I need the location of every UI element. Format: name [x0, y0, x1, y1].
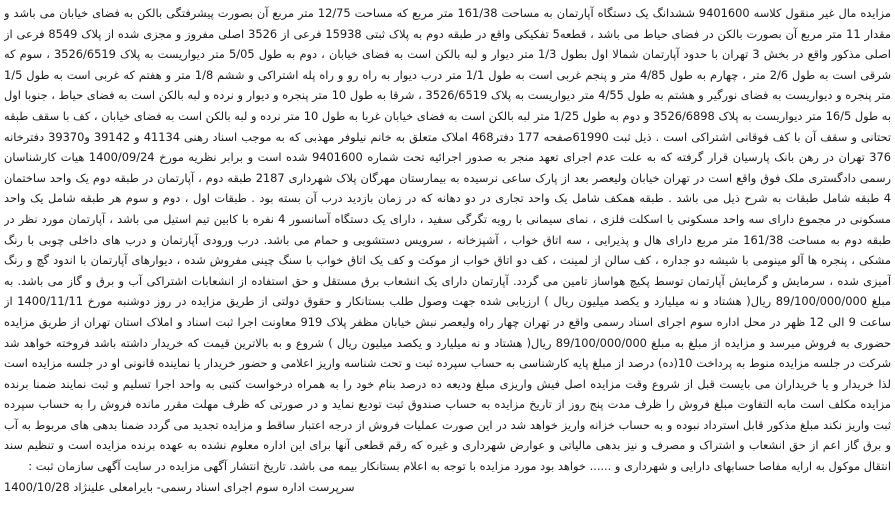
notice-signature: سرپرست اداره سوم اجرای اسناد رسمی- بایرامعلی علینژاد [73, 479, 355, 494]
auction-notice [4, 3, 891, 508]
notice-footer [4, 477, 891, 498]
notice-date: 1400/10/28 [4, 479, 70, 494]
notice-body: مزایده مال غیر منقول کلاسه 9401600 ششدانگ یک دستگاه آپارتمان به مساحت 161/38 متر مربع که مساحت 12/75 متر مربع آن بصورت پیشرفتگی بالکن به فضای خیابان می باشد و مقدار 11 متر مربع آن بصورت بالکن در فضای حیاط می باشد ، قطعه5 تفکیکی واقع در طبقه دوم به پلاک ثبتی 15938 فرعی از 3526 اصلی مفروز و مجزی شده از پلاک 8549 فرعی از اصلی مذکور واقع در بخش 3 تهران با حدود آپارتمان شمالا اول بطول 1/3 متر دیوار و لبه بالکن است به فضای خیابان ، دوم به طول 5/05 متر دیواریست به پلاک 3526/6519 ، سوم که شرقی است به طول 2/6 متر ، چهارم به طول 4/85 متر و پنجم غربی است به طول 1/1 متر درب دیوار به راه رو و راه پله اشتراکی و ششم 1/8 متر و هفتم که غربی است به طول 1/5 متر پنجره و دیواریست به فضای نورگیر و هشتم به طول 4/55 متر دیواریست به پلاک 3526/6519 ، شرقا به طول 10 متر پنجره و دیوار و نرده و لبه بالکن است به فضای حیاط ، جنوبا اول به طول 16/5 متر دیواریست به پلاک 3526/6898 و دوم به طول 1/25 متر لبه بالکن است به فضای خیابان غربا به طول 10 متر نرده و لبه بالکن است به فضای خیابان ، کف با سقف طبقه تحتانی و سقف آن با کف فوقانی اشتراکی است . ذیل ثبت 61990صفحه 177 دفتر468 املاک متعلق به خانم نیلوفر مهذبی که به موجب اسناد رهنی 41134 و 39142 و39370 دفترخانه 376 تهران در رهن بانک پارسیان قرار گرفته که به علت عدم اجرای تعهد منجر به صدور اجرائیه تحت شماره 9401600 شده است و برابر نظریه مورخ 1400/09/24 هیات کارشناسان رسمی دادگستری ملک فوق واقع است در تهران خیابان ولیعصر بعد از پارک ساعی نرسیده به بیمارستان مهرگان پلاک شهرداری 2187 طبقه دوم ، آپارتمان در طبقه دوم یک واحد ساختمان 4 طبقه شامل طبقات به شرح ذیل می باشد . طبقه همکف شامل یک واحد تجاری در دو دهانه که در زمان بازدید درب آن بسته بود . طبقات اول ، دوم و سوم هر طبقه شامل یک واحد مسکونی در مجموع دارای سه واحد مسکونی با اسکلت فلزی ، نمای سیمانی با رویه تگرگی سفید ، دارای یک دستگاه آسانسور 4 نفره با کابین تیم استیل می باشد ، آپارتمان مورد نظر در طبقه دوم به مساحت 161/38 متر مربع دارای هال و پذیرایی ، سه اتاق خواب ، آشپزخانه ، سرویس دستشویی و حمام می باشد. درب ورودی آپارتمان و درب های داخلی چوبی با رنگ مشکی ، پنجره ها آلو مینومی با شیشه دو جداره ، کف سالن از لمینت ، کف دو اتاق خواب از موکت و کف یک اتاق خواب با سنگ چینی مفروش شده ، دیوارهای آپارتمان با اندود گچ و رنگ آمیزی شده ، سرمایش و گرمایش آپارتمان توسط پکیچ هواساز تامین می گردد. آپارتمان دارای یک انشعاب برق مستقل و حق استفاده از انشعابات اشتراکی آب و برق و گاز می باشد. به مبلغ 89/100/000/000 ریال( هشتاد و نه میلیارد و یکصد میلیون ریال ) ارزیابی شده جهت وصول طلب بستانکار و حقوق دولتی از طریق مزایده در روز دوشنبه مورخ 1400/11/11 از ساعت 9 الی 12 ظهر در محل اداره سوم اجرای اسناد رسمی واقع در تهران چهار راه ولیعصر نبش خیابان مظفر پلاک 919 معاونت اجرا ثبت اسناد و املاک استان تهران از طریق مزایده حضوری به فروش میرسد و مزایده از مبلغ به مبلغ 89/100/000/000 ریال( هشتاد و نه میلیارد و یکصد میلیون ریال ) شروع و به بالاترین قیمت که خریدار داشته باشد فروخته خواهد شد شرکت در جلسه مزایده منوط به پرداخت 10(ده) درصد از مبلغ پایه کارشناسی به حساب سپرده ثبت و تحت شناسه واریز اعلامی و حضور خریدار یا نماینده قانونی او در جلسه مزایده است لذا خریدار و یا خریداران می بایست قبل از شروع وقت مزایده اصل فیش واریزی مبلغ ودیعه ده درصد بنام خود را به همراه درخواست کتبی به واحد اجرا تسلیم و ثبت نمایند ضمنا برنده مزایده مکلف است مابه التفاوت مبلغ فروش را ظرف مدت پنج روز از تاریخ مزایده به حساب صندوق ثبت تودیع نماید و در صورتی که ظرف مهلت مقرر مانده فروش را به حساب سپرده ثبت واریز نکند مبلغ مذکور قابل استرداد نبوده و به حساب خزانه واریز خواهد شد در این صورت عملیات فروش از درجه اعتبار ساقط و مزایده تجدید می گردد ضمنا بدهی های مربوط به آب و برق گاز اعم از حق انشعاب و اشتراک و مصرف و نیز بدهی مالیاتی و عوارض شهرداری و غیره که رقم قطعی آنها برای این اداره معلوم نشده به عهده برنده مزایده است و تنظیم سند انتقال موکول به ارایه مفاصا حسابهای دارایی و شهرداری و ...... خواهد بود مورد مزایده با توجه به اعلام بستانکار بیمه می باشد. تاریخ انتشار آگهی مزایده در سایت آگهی سازمان ثبت : [4, 6, 891, 474]
